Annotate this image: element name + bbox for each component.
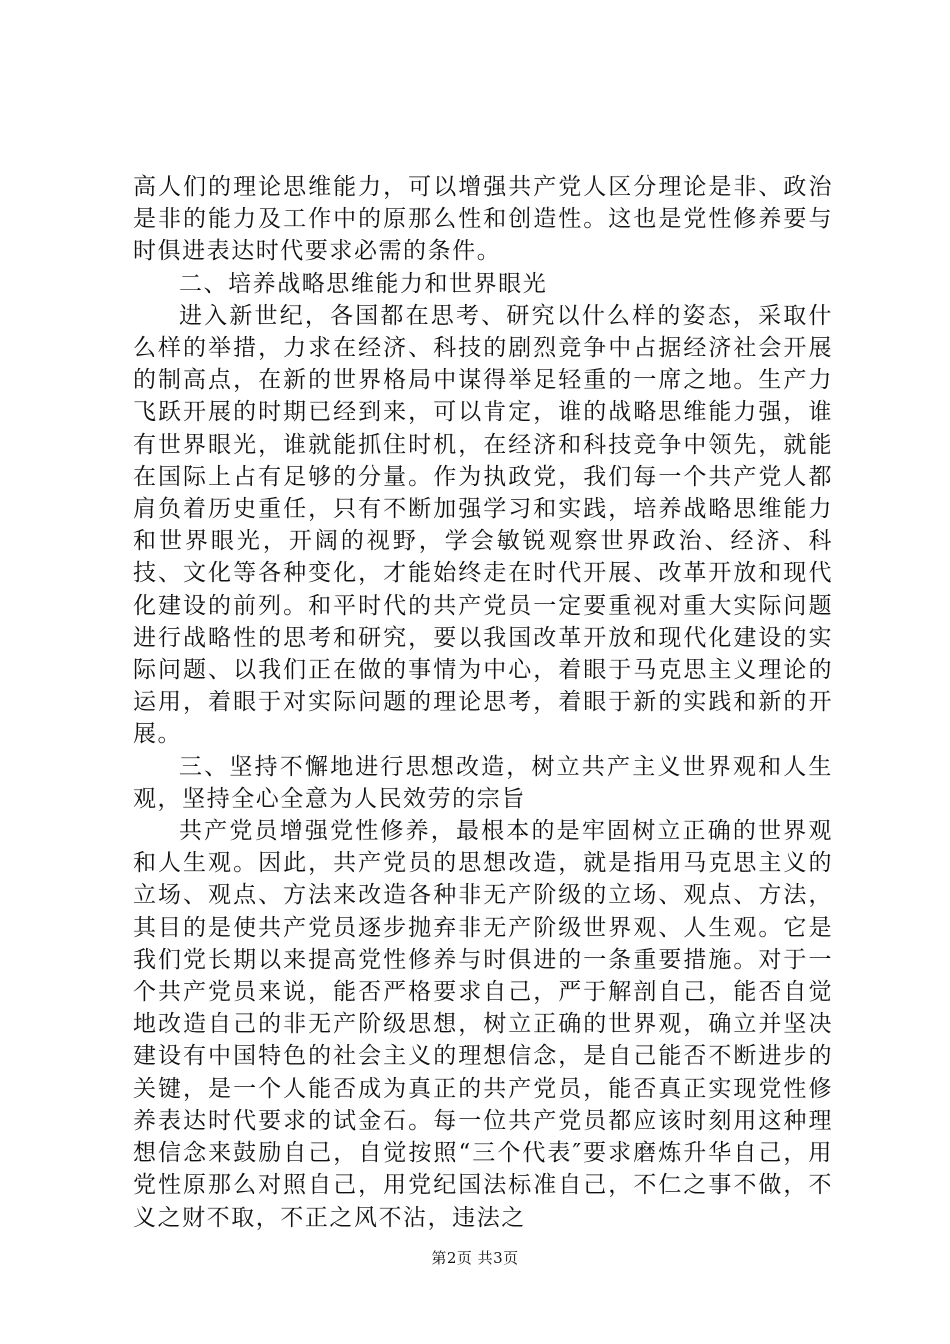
paragraph-ideological-reform: 共产党员增强党性修养，最根本的是牢固树立正确的世界观和人生观。因此，共产党员的思想改造，就是指用马克思主义的立场、观点、方法来改造各种非无产阶级的立场、观点、方法，其目的是使共产党员逐步抛弃非无产阶级世界观、人生观。它是我们党长期以来提高党性修养与时俱进的一条重要措施。对于一个共产党员来说，能否严格要求自己，严于解剖自己，能否自觉地改造自己的非无产阶级思想，树立正确的世界观，确立并坚决建设有中国特色的社会主义的理想信念，是自己能否不断进步的关键，是一个人能否成为真正的共产党员，能否真正实现党性修养表达时代要求的试金石。每一位共产党员都应该时刻用这种理想信念来鼓励自己，自觉按照“三个代表″要求磨炼升华自己，用党性原那么对照自己，用党纪国法标准自己，不仁之事不做，不义之财不取，不正之风不沾，违法之	[133, 818, 833, 1231]
section-heading-2: 二、培养战略思维能力和世界眼光	[179, 270, 548, 297]
page-number-footer: 第2页 共3页	[431, 1249, 519, 1267]
document-body	[133, 171, 833, 1234]
paragraph-continuation: 高人们的理论思维能力，可以增强共产党人区分理论是非、政治是非的能力及工作中的原那么性和创造性。这也是党性修养要与时俱进表达时代要求必需的条件。	[133, 174, 833, 265]
section-heading-3: 三、坚持不懈地进行思想改造，树立共产主义世界观和人生观，坚持全心全意为人民效劳的宗旨	[133, 753, 833, 812]
paragraph-strategic-thinking: 进入新世纪，各国都在思考、研究以什么样的姿态，采取什么样的举措，力求在经济、科技的剧烈竞争中占据经济社会开展的制高点，在新的世界格局中谋得举足轻重的一席之地。生产力飞跃开展的时期已经到来，可以肯定，谁的战略思维能力强，谁有世界眼光，谁就能抓住时机，在经济和科技竞争中领先，就能在国际上占有足够的分量。作为执政党，我们每一个共产党人都肩负着历史重任，只有不断加强学习和实践，培养战略思维能力和世界眼光，开阔的视野，学会敏锐观察世界政治、经济、科技、文化等各种变化，才能始终走在时代开展、改革开放和现代化建设的前列。和平时代的共产党员一定要重视对重大实际问题进行战略性的思考和研究，要以我国改革开放和现代化建设的实际问题、以我们正在做的事情为中心，着眼于马克思主义理论的运用，着眼于对实际问题的理论思考，着眼于新的实践和新的开展。	[133, 302, 833, 748]
